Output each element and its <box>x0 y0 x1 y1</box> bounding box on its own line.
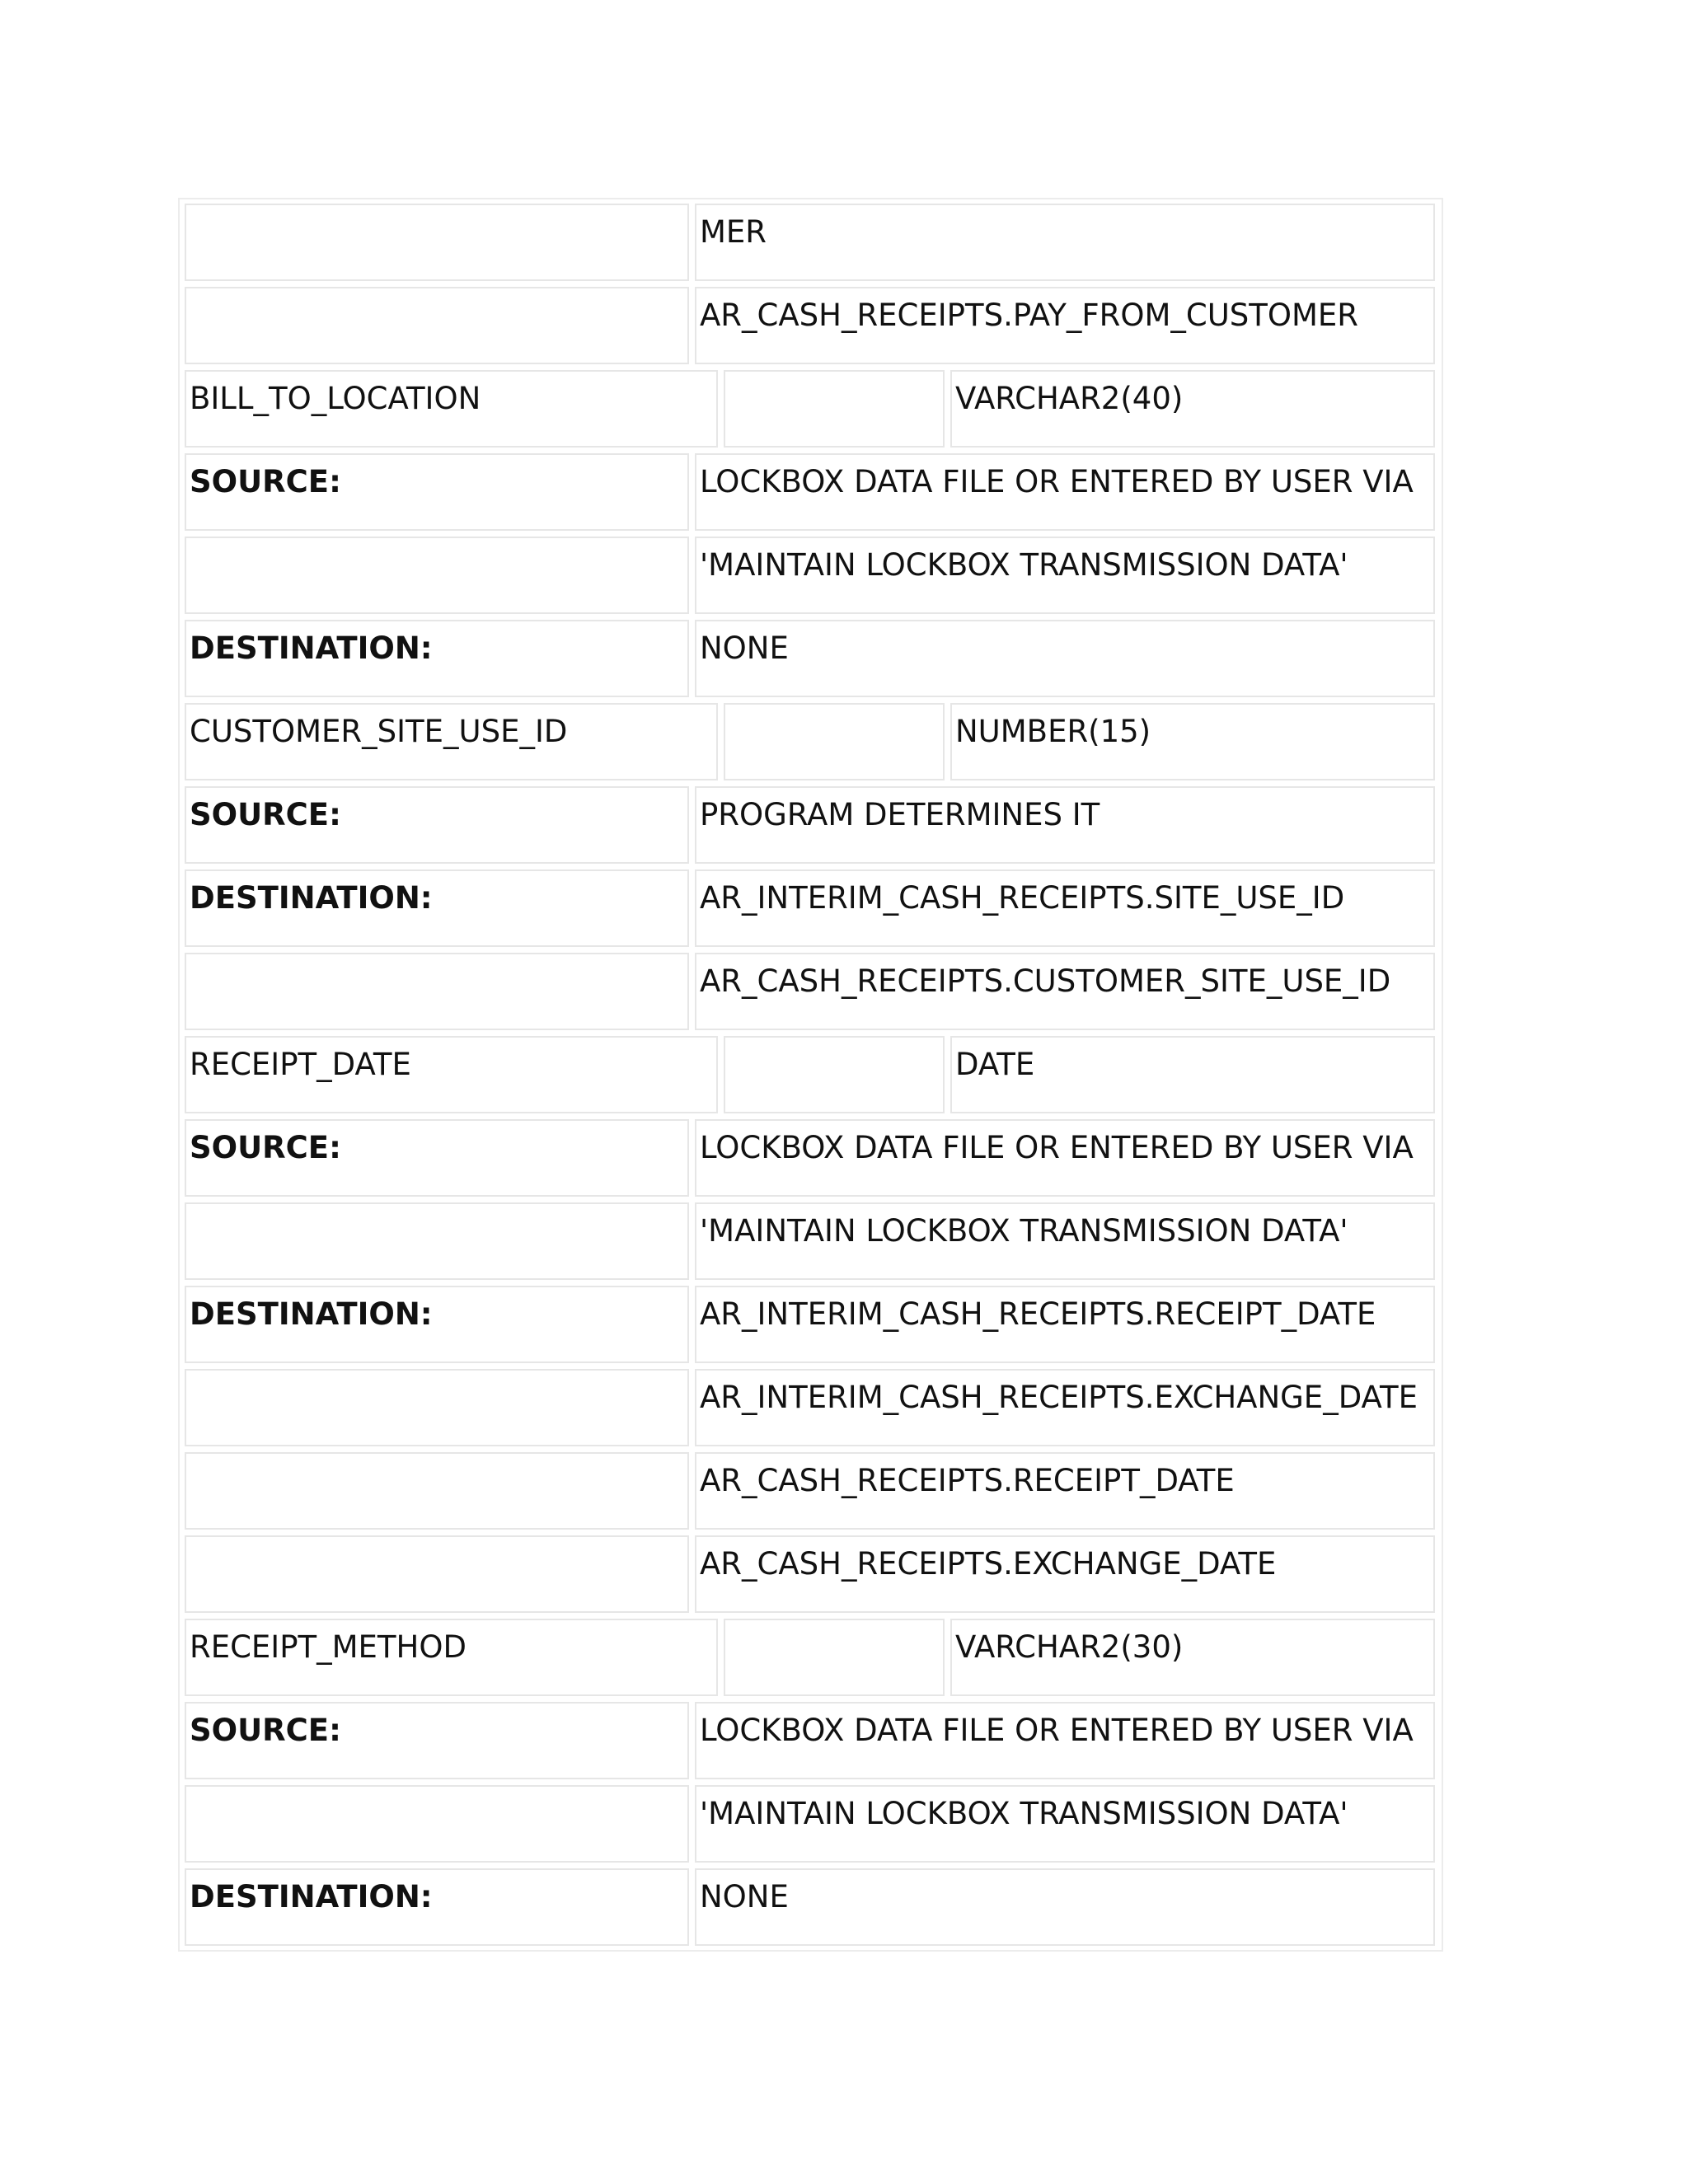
field-middle <box>724 703 945 780</box>
field-name: CUSTOMER_SITE_USE_ID <box>185 703 718 780</box>
table-row <box>185 1785 1438 1863</box>
row-value: PROGRAM DETERMINES IT <box>695 786 1435 864</box>
row-label <box>185 1452 689 1530</box>
column-definition-table <box>178 198 1443 1952</box>
table-row <box>185 869 1438 947</box>
row-value: 'MAINTAIN LOCKBOX TRANSMISSION DATA' <box>695 1202 1435 1280</box>
table-row <box>185 1535 1438 1613</box>
table-row <box>185 1202 1438 1280</box>
row-value: AR_CASH_RECEIPTS.PAY_FROM_CUSTOMER <box>695 287 1435 364</box>
table-row <box>185 1119 1438 1197</box>
row-value: NONE <box>695 620 1435 697</box>
row-label <box>185 953 689 1030</box>
row-label <box>185 1202 689 1280</box>
row-value: MER <box>695 204 1435 281</box>
field-row <box>185 703 1438 780</box>
row-label: SOURCE: <box>185 453 689 531</box>
field-datatype: VARCHAR2(30) <box>950 1619 1435 1696</box>
row-value: AR_CASH_RECEIPTS.CUSTOMER_SITE_USE_ID <box>695 953 1435 1030</box>
row-value: AR_INTERIM_CASH_RECEIPTS.SITE_USE_ID <box>695 869 1435 947</box>
table-row <box>185 537 1438 614</box>
row-label: SOURCE: <box>185 1119 689 1197</box>
field-row <box>185 370 1438 448</box>
field-datatype: NUMBER(15) <box>950 703 1435 780</box>
row-value: LOCKBOX DATA FILE OR ENTERED BY USER VIA <box>695 1119 1435 1197</box>
field-datatype: DATE <box>950 1036 1435 1113</box>
row-value: LOCKBOX DATA FILE OR ENTERED BY USER VIA <box>695 453 1435 531</box>
row-value: AR_INTERIM_CASH_RECEIPTS.RECEIPT_DATE <box>695 1286 1435 1363</box>
row-value: NONE <box>695 1868 1435 1946</box>
table-row <box>185 453 1438 531</box>
row-label <box>185 537 689 614</box>
row-label <box>185 1535 689 1613</box>
row-value: 'MAINTAIN LOCKBOX TRANSMISSION DATA' <box>695 1785 1435 1863</box>
table-row <box>185 204 1438 281</box>
table-row <box>185 287 1438 364</box>
row-value: AR_CASH_RECEIPTS.RECEIPT_DATE <box>695 1452 1435 1530</box>
row-label: DESTINATION: <box>185 869 689 947</box>
table-row <box>185 1868 1438 1946</box>
field-row <box>185 1036 1438 1113</box>
table-row <box>185 1286 1438 1363</box>
row-label: DESTINATION: <box>185 1868 689 1946</box>
row-value: AR_INTERIM_CASH_RECEIPTS.EXCHANGE_DATE <box>695 1369 1435 1446</box>
row-label: SOURCE: <box>185 786 689 864</box>
field-datatype: VARCHAR2(40) <box>950 370 1435 448</box>
field-name: RECEIPT_METHOD <box>185 1619 718 1696</box>
table-row <box>185 1452 1438 1530</box>
table-row <box>185 1702 1438 1779</box>
table-row <box>185 786 1438 864</box>
row-label <box>185 1369 689 1446</box>
row-value: LOCKBOX DATA FILE OR ENTERED BY USER VIA <box>695 1702 1435 1779</box>
table-row <box>185 1369 1438 1446</box>
field-middle <box>724 1036 945 1113</box>
table-row <box>185 620 1438 697</box>
row-label: SOURCE: <box>185 1702 689 1779</box>
row-label <box>185 204 689 281</box>
row-label: DESTINATION: <box>185 1286 689 1363</box>
row-label <box>185 287 689 364</box>
field-row <box>185 1619 1438 1696</box>
row-value: 'MAINTAIN LOCKBOX TRANSMISSION DATA' <box>695 537 1435 614</box>
row-label <box>185 1785 689 1863</box>
row-value: AR_CASH_RECEIPTS.EXCHANGE_DATE <box>695 1535 1435 1613</box>
table-row <box>185 953 1438 1030</box>
row-label: DESTINATION: <box>185 620 689 697</box>
field-middle <box>724 370 945 448</box>
field-name: RECEIPT_DATE <box>185 1036 718 1113</box>
field-name: BILL_TO_LOCATION <box>185 370 718 448</box>
field-middle <box>724 1619 945 1696</box>
